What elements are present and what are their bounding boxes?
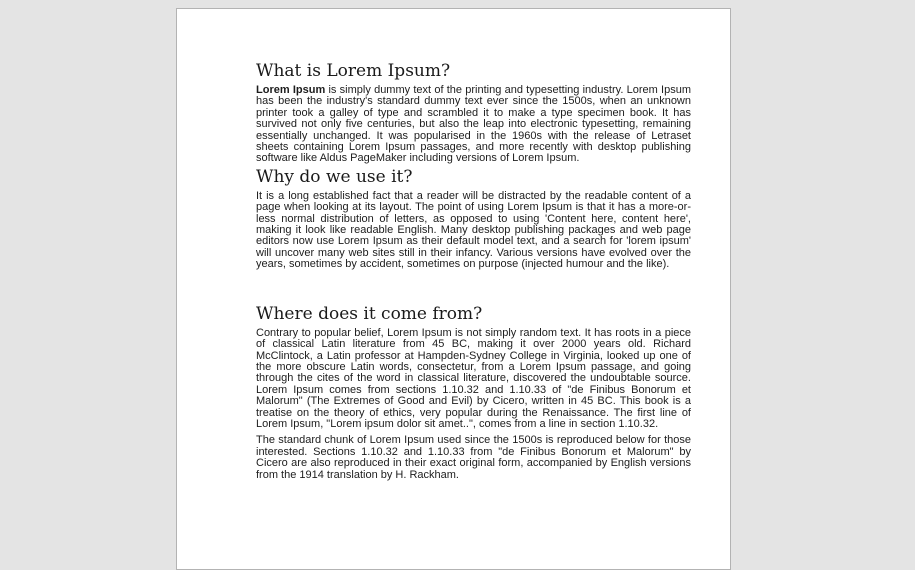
paragraph-text: It is a long established fact that a reader will be distracted by the readable content of a page when looking at its layout. The point of using Lorem Ipsum is that it has a more-or-less normal distribution of letters, as opposed to using 'Content here, content here', making it look like readable English. Many desktop publishing packages and web page editors now use Lorem Ipsum as their default model text, and a search for 'lorem ipsum' will uncover many web sites still in their infancy. Various versions have evolved over the years, sometimes by accident, sometimes on purpose (injected humour and the like). [256,189,691,271]
paragraph-why-use [256,191,691,271]
paragraph-standard-chunk [256,435,691,481]
paragraph-text: Contrary to popular belief, Lorem Ipsum is not simply random text. It has roots in a piece of classical Latin literature from 45 BC, making it over 2000 years old. Richard McClintock, a Latin professor at Hampden-Sydney College in Virginia, looked up one of the more obscure Latin words, consectetur, from a Lorem Ipsum passage, and going through the cites of the word in classical literature, discovered the undoubtable source. Lorem Ipsum comes from sections 1.10.32 and 1.10.33 of "de Finibus Bonorum et Malorum" (The Extremes of Good and Evil) by Cicero, written in 45 BC. This book is a treatise on the theory of ethics, very popular during the Renaissance. The first line of Lorem Ipsum, "Lorem ipsum dolor sit amet..", comes from a line in section 1.10.32. [256,326,691,430]
heading-what-is-lorem-ipsum: What is Lorem Ipsum? [256,61,451,81]
document-content [177,9,730,481]
paragraph-what-is [256,85,691,165]
document-page [176,8,731,570]
paragraph-text: is simply dummy text of the printing and typesetting industry. Lorem Ipsum has been the industry's standard dummy text ever since the 1500s, when an unknown printer took a galley of type and scrambled it to make a type specimen book. It has survived not only five centuries, but also the leap into electronic typesetting, remaining essentially unchanged. It was popularised in the 1960s with the release of Letraset sheets containing Lorem Ipsum passages, and more recently with desktop publishing software like Aldus PageMaker including versions of Lorem Ipsum. [256,84,691,165]
heading-why-do-we-use-it: Why do we use it? [256,166,413,187]
heading-where-does-it-come-from: Where does it come from? [256,303,483,324]
paragraph-bold-lead: Lorem Ipsum [256,84,326,96]
paragraph-text: The standard chunk of Lorem Ipsum used since the 1500s is reproduced below for those interested. Sections 1.10.32 and 1.10.33 from "de Finibus Bonorum et Malorum" by Cicero are also reproduced in their exact original form, accompanied by English versions from the 1914 translation by H. Rackham. [256,434,691,481]
paragraph-origin [256,328,691,431]
